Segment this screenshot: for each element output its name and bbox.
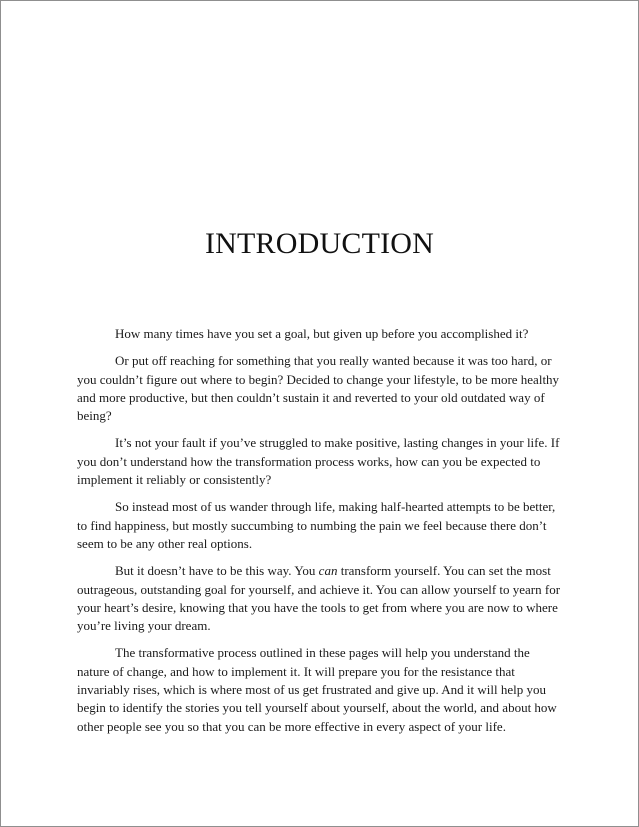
chapter-title: INTRODUCTION [204, 227, 435, 260]
paragraph-5-end: transform yourself. You can set the most outrageous, outstanding goal for yourself, and achieve it. You can allow yourself to yearn for your heart’s desire, knowing that you have the tools to get from where you are now to where you’re living your dream. [77, 563, 561, 634]
paragraph-5-start: But it doesn’t have to be this way. You [115, 563, 319, 579]
paragraph-5-emphasis: can [318, 563, 338, 579]
paragraph-4: So instead most of us wander through life, making half-hearted attempts to be better, to find happiness, but mostly succumbing to numbing the pain we feel because there don’t seem to be any other real options. [77, 499, 556, 551]
paragraph-6: The transformative process outlined in these pages will help you understand the nature of change, and how to implement it. It will prepare you for the resistance that invariably rises, which is where most of us get frustrated and give up. And it will help you begin to identify the stories you tell yourself about yourself, about the world, and about how other people see you so that you can be more effective in every aspect of your life. [77, 645, 557, 734]
paragraph-1: How many times have you set a goal, but given up before you accomplished it? [115, 326, 529, 341]
paragraph-3: It’s not your fault if you’ve struggled to make positive, lasting changes in your life. If you don’t understand how the transformation process works, how can you be expected to implement it reliably or consistently? [77, 435, 560, 488]
chapter-body [77, 325, 564, 736]
paragraph-2: Or put off reaching for something that you really wanted because it was too hard, or you couldn’t figure out where to begin? Decided to change your lifestyle, to be more healthy and more productive, but then couldn’t sustain it and reverted to your old outdated way of being? [77, 353, 560, 424]
paragraph-5 [77, 562, 564, 635]
